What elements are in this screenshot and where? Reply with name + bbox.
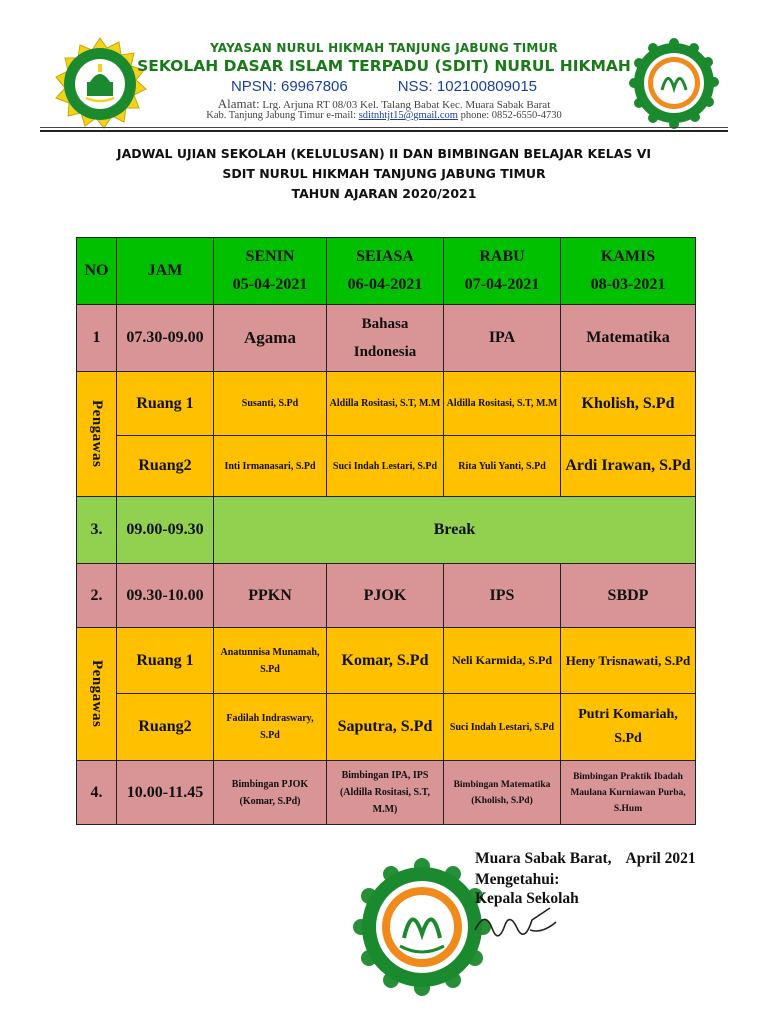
pengawas-label: Pengawas xyxy=(89,660,105,728)
header-no: NO xyxy=(77,238,117,305)
exam-schedule-table xyxy=(76,237,696,825)
signature-place: Muara Sabak Barat, xyxy=(475,850,612,867)
signature-month: April 2021 xyxy=(625,850,696,867)
proctor-cell: Kholish, S.Pd xyxy=(561,372,696,436)
subject-cell: Agama xyxy=(214,305,327,372)
row-no: 4. xyxy=(77,761,117,825)
day-date: 07-04-2021 xyxy=(464,276,540,293)
header-day-3 xyxy=(444,238,561,305)
address-label: Alamat: xyxy=(217,96,260,111)
day-name: SENIN xyxy=(245,248,295,265)
row-time: 09.00-09.30 xyxy=(117,497,214,564)
nss-number: NSS: 102100809015 xyxy=(397,78,538,95)
break-label: Break xyxy=(214,497,696,564)
email-link[interactable]: sditnhtjt15@gmail.com xyxy=(358,110,458,121)
pengawas-label: Pengawas xyxy=(89,400,105,468)
header-day-4 xyxy=(561,238,696,305)
guidance-cell: Bimbingan IPA, IPS (Aldilla Rositasi, S.T, M.M) xyxy=(327,761,444,825)
school-contact xyxy=(0,110,768,121)
row-no: 1 xyxy=(77,305,117,372)
subject-cell: SBDP xyxy=(561,564,696,628)
proctor-cell: Inti Irmanasari, S.Pd xyxy=(214,436,327,497)
proctor-cell: Rita Yuli Yanti, S.Pd xyxy=(444,436,561,497)
day-name: KAMIS xyxy=(600,248,656,265)
day-date: 06-04-2021 xyxy=(347,276,423,293)
document-title: JADWAL UJIAN SEKOLAH (KELULUSAN) II DAN BIMBINGAN BELAJAR KELAS VI xyxy=(116,146,652,161)
school-name: SEKOLAH DASAR ISLAM TERPADU (SDIT) NURUL HIKMAH xyxy=(137,57,631,75)
proctor-cell: Saputra, S.Pd xyxy=(327,694,444,761)
phone-number: phone: 0852-6550-4730 xyxy=(460,110,562,121)
proctor-cell: Anatunnisa Munamah, S.Pd xyxy=(214,628,327,694)
header-day-2 xyxy=(327,238,444,305)
guidance-cell: Bimbingan PJOK (Komar, S.Pd) xyxy=(214,761,327,825)
day-date: 05-04-2021 xyxy=(232,276,308,293)
row-time: 07.30-09.00 xyxy=(117,305,214,372)
contact-prefix: Kab. Tanjung Jabung Timur e-mail: xyxy=(206,110,357,121)
row-time: 10.00-11.45 xyxy=(117,761,214,825)
signature-role: Kepala Sekolah xyxy=(475,890,579,907)
proctor-cell: Susanti, S.Pd xyxy=(214,372,327,436)
table-row xyxy=(77,305,696,372)
subject-cell: PJOK xyxy=(327,564,444,628)
header-divider xyxy=(40,127,728,128)
row-time: 09.30-10.00 xyxy=(117,564,214,628)
header-divider-thick xyxy=(40,130,728,132)
guidance-cell: Bimbingan Matematika (Kholish, S.Pd) xyxy=(444,761,561,825)
npsn-number: NPSN: 69967806 xyxy=(230,78,348,95)
proctor-cell: Suci Indah Lestari, S.Pd xyxy=(444,694,561,761)
room-label: Ruang 1 xyxy=(117,372,214,436)
table-row xyxy=(77,372,696,436)
proctor-cell: Ardi Irawan, S.Pd xyxy=(561,436,696,497)
day-name: RABU xyxy=(479,248,525,265)
table-row xyxy=(77,628,696,694)
document-subtitle: SDIT NURUL HIKMAH TANJUNG JABUNG TIMUR xyxy=(222,166,546,181)
day-name: SEIASA xyxy=(356,248,414,265)
day-date: 08-03-2021 xyxy=(590,276,666,293)
table-header-row xyxy=(77,238,696,305)
subject-cell: IPA xyxy=(444,305,561,372)
room-label: Ruang 1 xyxy=(117,628,214,694)
proctor-cell: Putri Komariah, S.Pd xyxy=(561,694,696,761)
table-row xyxy=(77,694,696,761)
pengawas-label-cell xyxy=(77,628,117,761)
subject-cell: IPS xyxy=(444,564,561,628)
row-no: 3. xyxy=(77,497,117,564)
proctor-cell: Neli Karmida, S.Pd xyxy=(444,628,561,694)
school-ids xyxy=(0,78,768,95)
address-text: Lrg. Arjuna RT 08/03 Kel. Talang Babat Kec. Muara Sabak Barat xyxy=(262,99,551,111)
proctor-cell: Heny Trisnawati, S.Pd xyxy=(561,628,696,694)
proctor-cell: Suci Indah Lestari, S.Pd xyxy=(327,436,444,497)
proctor-cell: Fadilah Indraswary, S.Pd xyxy=(214,694,327,761)
header-jam: JAM xyxy=(117,238,214,305)
subject-cell: PPKN xyxy=(214,564,327,628)
guidance-cell: Bimbingan Praktik Ibadah Maulana Kurniawan Purba, S.Hum xyxy=(561,761,696,825)
table-row xyxy=(77,436,696,497)
academic-year: TAHUN AJARAN 2020/2021 xyxy=(291,186,477,201)
proctor-cell: Aldilla Rositasi, S.T, M.M xyxy=(444,372,561,436)
row-no: 2. xyxy=(77,564,117,628)
signature-place-date xyxy=(475,850,696,868)
header-day-1 xyxy=(214,238,327,305)
proctor-cell: Komar, S.Pd xyxy=(327,628,444,694)
signature-acknowledged: Mengetahui: xyxy=(475,871,560,888)
room-label: Ruang2 xyxy=(117,436,214,497)
room-label: Ruang2 xyxy=(117,694,214,761)
foundation-name: YAYASAN NURUL HIKMAH TANJUNG JABUNG TIMUR xyxy=(210,41,558,55)
pengawas-label-cell xyxy=(77,372,117,497)
subject-cell: Bahasa Indonesia xyxy=(327,305,444,372)
table-row xyxy=(77,761,696,825)
table-row xyxy=(77,564,696,628)
break-row xyxy=(77,497,696,564)
subject-cell: Matematika xyxy=(561,305,696,372)
proctor-cell: Aldilla Rositasi, S.T, M.M xyxy=(327,372,444,436)
